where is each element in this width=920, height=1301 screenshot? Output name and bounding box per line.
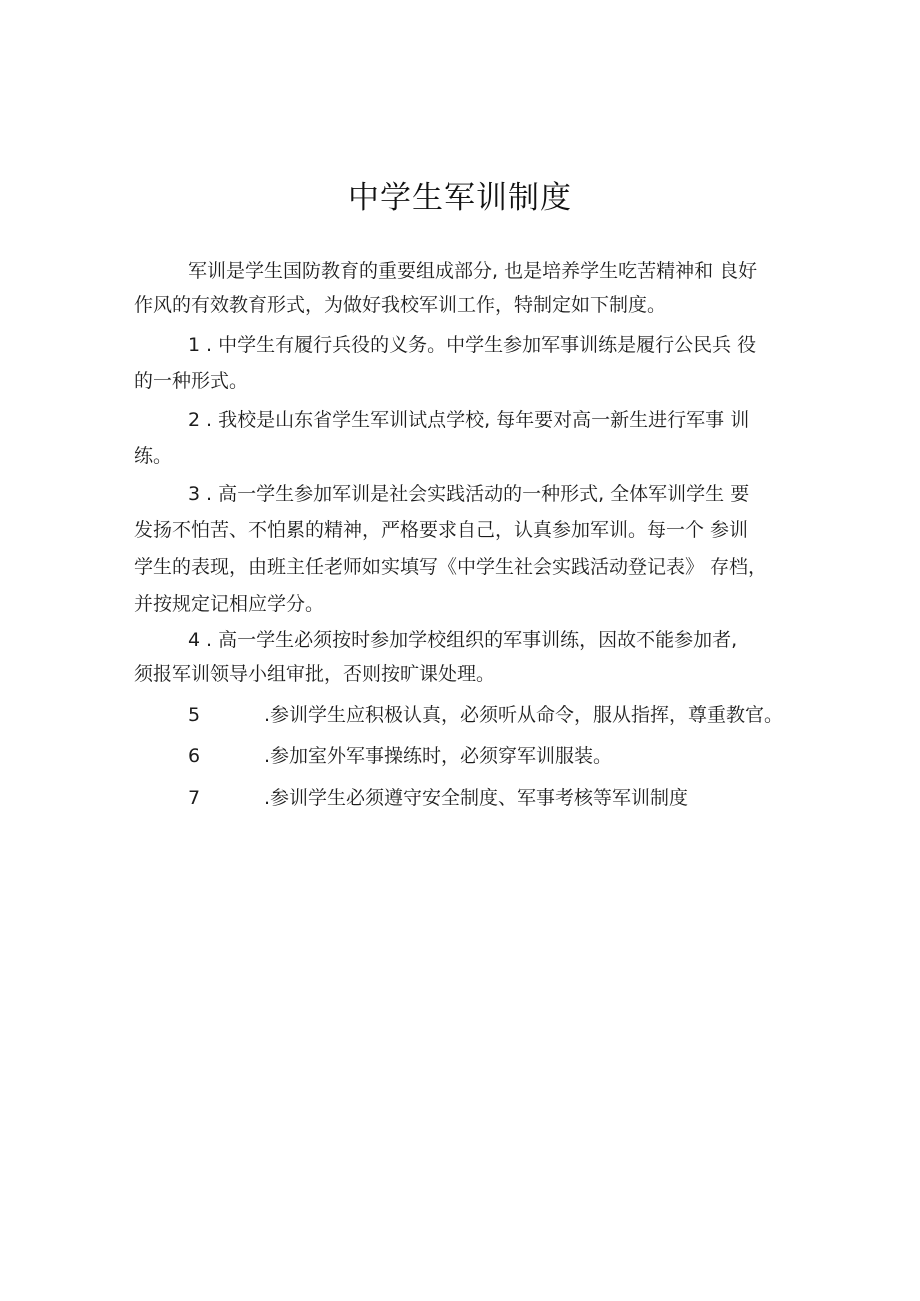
rule-item-2-cont: 练。 xyxy=(134,445,173,467)
rule-number: 3 xyxy=(188,483,201,505)
rule-item-4-cont: 须报军训领导小组审批，否则按旷课处理。 xyxy=(134,663,496,685)
rule-item-2 xyxy=(188,405,749,435)
rule-text: . 高一学生参加军训是社会实践活动的一种形式, 全体军训学生 要 xyxy=(206,483,750,505)
intro-line-1: 军训是学生国防教育的重要组成部分, 也是培养学生吃苦精神和 良好 xyxy=(188,260,758,282)
rule-text: . 高一学生必须按时参加学校组织的军事训练，因故不能参加者, xyxy=(206,629,738,651)
rule-item-3-cont-3: 并按规定记相应学分。 xyxy=(134,593,325,615)
intro-line-2: 作风的有效教育形式，为做好我校军训工作，特制定如下制度。 xyxy=(134,294,667,316)
rule-text: . 我校是山东省学生军训试点学校, 每年要对高一新生进行军事 训 xyxy=(206,409,750,431)
rule-number: 4 xyxy=(188,629,201,651)
rule-text: .参训学生应积极认真，必须听从命令，服从指挥，尊重教官。 xyxy=(264,704,784,726)
rule-item-1 xyxy=(188,330,756,360)
rule-item-6 xyxy=(188,741,612,771)
rule-item-1-cont: 的一种形式。 xyxy=(134,370,249,392)
rule-number: 6 xyxy=(188,745,201,767)
rule-number: 1 xyxy=(188,334,201,356)
rule-text: .参训学生必须遵守安全制度、军事考核等军训制度 xyxy=(264,787,689,809)
rule-item-3 xyxy=(188,479,749,509)
rule-number: 5 xyxy=(188,704,201,726)
rule-item-3-cont-2: 学生的表现，由班主任老师如实填写《中学生社会实践活动登记表》 存档， xyxy=(134,556,768,578)
rule-item-3-cont-1: 发扬不怕苦、不怕累的精神，严格要求自己，认真参加军训。每一个 参训 xyxy=(134,519,749,541)
document-title: 中学生军训制度 xyxy=(348,180,572,216)
rule-item-7 xyxy=(188,783,688,813)
rule-text: . 中学生有履行兵役的义务。中学生参加军事训练是履行公民兵 役 xyxy=(206,334,757,356)
rule-item-5 xyxy=(188,700,783,730)
rule-text: .参加室外军事操练时，必须穿军训服装。 xyxy=(264,745,613,767)
rule-number: 2 xyxy=(188,409,201,431)
rule-number: 7 xyxy=(188,787,201,809)
rule-item-4 xyxy=(188,625,737,655)
